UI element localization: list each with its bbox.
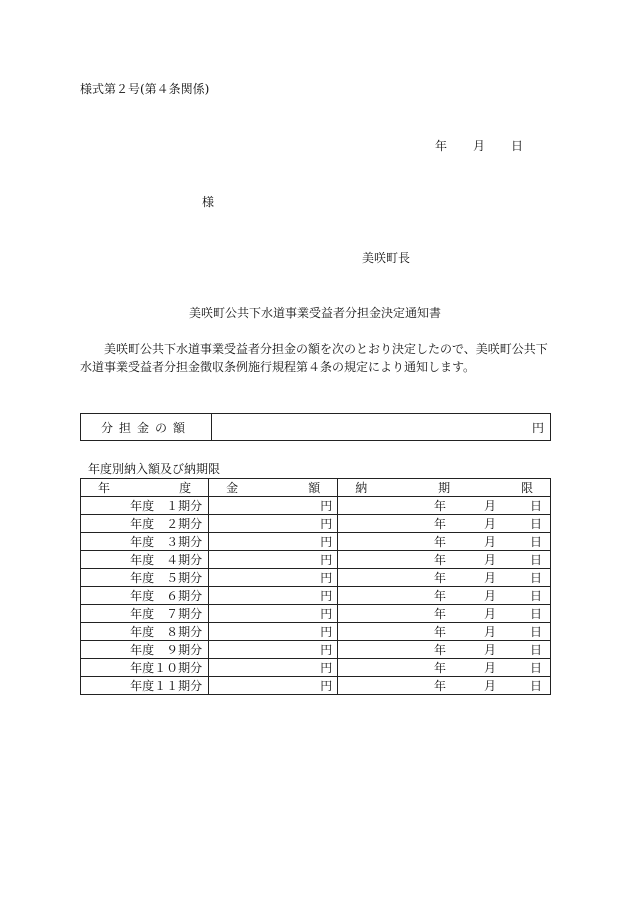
date-month: 月: [473, 139, 486, 153]
date-year: 年: [435, 139, 448, 153]
schedule-header-row: [81, 479, 551, 497]
deadline-year: 年: [433, 607, 446, 621]
schedule-deadline: [338, 605, 551, 623]
deadline-day: 日: [529, 661, 542, 675]
deadline-year: 年: [433, 661, 446, 675]
schedule-amount: 円: [209, 641, 338, 659]
deadline-month: 月: [483, 607, 496, 621]
schedule-period: 年度 ５期分: [81, 569, 209, 587]
schedule-row: [81, 659, 551, 677]
schedule-period: 年度 ８期分: [81, 623, 209, 641]
deadline-month: 月: [483, 553, 496, 567]
amount-value-cell: [212, 414, 551, 441]
schedule-period: 年度 ６期分: [81, 587, 209, 605]
document-title: 美咲町公共下水道事業受益者分担金決定通知書: [188, 306, 441, 320]
schedule-row: [81, 641, 551, 659]
deadline-year: 年: [433, 571, 446, 585]
deadline-year: 年: [433, 517, 446, 531]
schedule-period: 年度１０期分: [81, 659, 209, 677]
deadline-month: 月: [483, 661, 496, 675]
deadline-month: 月: [483, 499, 496, 513]
deadline-year: 年: [433, 679, 446, 693]
schedule-row: [81, 551, 551, 569]
deadline-year: 年: [433, 589, 446, 603]
schedule-amount: 円: [209, 533, 338, 551]
schedule-amount: 円: [209, 569, 338, 587]
schedule-row: [81, 515, 551, 533]
deadline-month: 月: [483, 517, 496, 531]
deadline-day: 日: [529, 571, 542, 585]
recipient-honorific: 様: [202, 195, 215, 209]
schedule-row: [81, 569, 551, 587]
schedule-deadline: [338, 551, 551, 569]
schedule-row: [81, 677, 551, 695]
deadline-month: 月: [483, 535, 496, 549]
schedule-body: [81, 497, 551, 695]
schedule-period: 年度 ３期分: [81, 533, 209, 551]
schedule-row: [81, 587, 551, 605]
date-line: [435, 137, 523, 154]
form-number: 様式第２号(第４条関係): [80, 82, 210, 96]
schedule-deadline: [338, 569, 551, 587]
schedule-amount: 円: [209, 551, 338, 569]
deadline-month: 月: [483, 679, 496, 693]
schedule-deadline: [338, 677, 551, 695]
deadline-day: 日: [529, 643, 542, 657]
header-year: 年 度: [81, 479, 209, 497]
schedule-row: [81, 605, 551, 623]
schedule-section-label: 年度別納入額及び納期限: [88, 462, 221, 476]
amount-label: 分担金の額: [81, 414, 212, 441]
deadline-day: 日: [529, 625, 542, 639]
schedule-row: [81, 497, 551, 515]
notice-body: 美咲町公共下水道事業受益者分担金の額を次のとおり決定したので、美咲町公共下水道事業受益者分担金徴収条例施行規程第４条の規定により通知します。: [80, 342, 548, 374]
deadline-day: 日: [529, 553, 542, 567]
deadline-day: 日: [529, 679, 542, 693]
deadline-year: 年: [433, 499, 446, 513]
deadline-year: 年: [433, 535, 446, 549]
schedule-period: 年度 ２期分: [81, 515, 209, 533]
deadline-year: 年: [433, 643, 446, 657]
schedule-row: [81, 533, 551, 551]
schedule-period: 年度 ７期分: [81, 605, 209, 623]
schedule-deadline: [338, 497, 551, 515]
schedule-amount: 円: [209, 623, 338, 641]
schedule-deadline: [338, 587, 551, 605]
schedule-amount: 円: [209, 497, 338, 515]
deadline-month: 月: [483, 589, 496, 603]
deadline-month: 月: [483, 643, 496, 657]
schedule-deadline: [338, 533, 551, 551]
header-amount: 金 額: [209, 479, 338, 497]
deadline-day: 日: [529, 499, 542, 513]
deadline-day: 日: [529, 589, 542, 603]
deadline-day: 日: [529, 607, 542, 621]
schedule-period: 年度 ９期分: [81, 641, 209, 659]
schedule-deadline: [338, 515, 551, 533]
sender-title: 美咲町長: [362, 251, 411, 265]
deadline-year: 年: [433, 553, 446, 567]
amount-table: [80, 413, 551, 441]
schedule-amount: 円: [209, 515, 338, 533]
schedule-deadline: [338, 641, 551, 659]
date-day: 日: [511, 139, 524, 153]
schedule-row: [81, 623, 551, 641]
schedule-amount: 円: [209, 659, 338, 677]
deadline-month: 月: [483, 625, 496, 639]
schedule-amount: 円: [209, 587, 338, 605]
deadline-day: 日: [529, 535, 542, 549]
schedule-period: 年度 ４期分: [81, 551, 209, 569]
amount-unit: 円: [531, 420, 544, 435]
header-deadline: 納 期 限: [338, 479, 551, 497]
deadline-day: 日: [529, 517, 542, 531]
schedule-amount: 円: [209, 605, 338, 623]
schedule-period: 年度 １期分: [81, 497, 209, 515]
deadline-year: 年: [433, 625, 446, 639]
schedule-deadline: [338, 659, 551, 677]
schedule-deadline: [338, 623, 551, 641]
deadline-month: 月: [483, 571, 496, 585]
schedule-amount: 円: [209, 677, 338, 695]
schedule-period: 年度１１期分: [81, 677, 209, 695]
payment-schedule-table: [80, 478, 551, 695]
